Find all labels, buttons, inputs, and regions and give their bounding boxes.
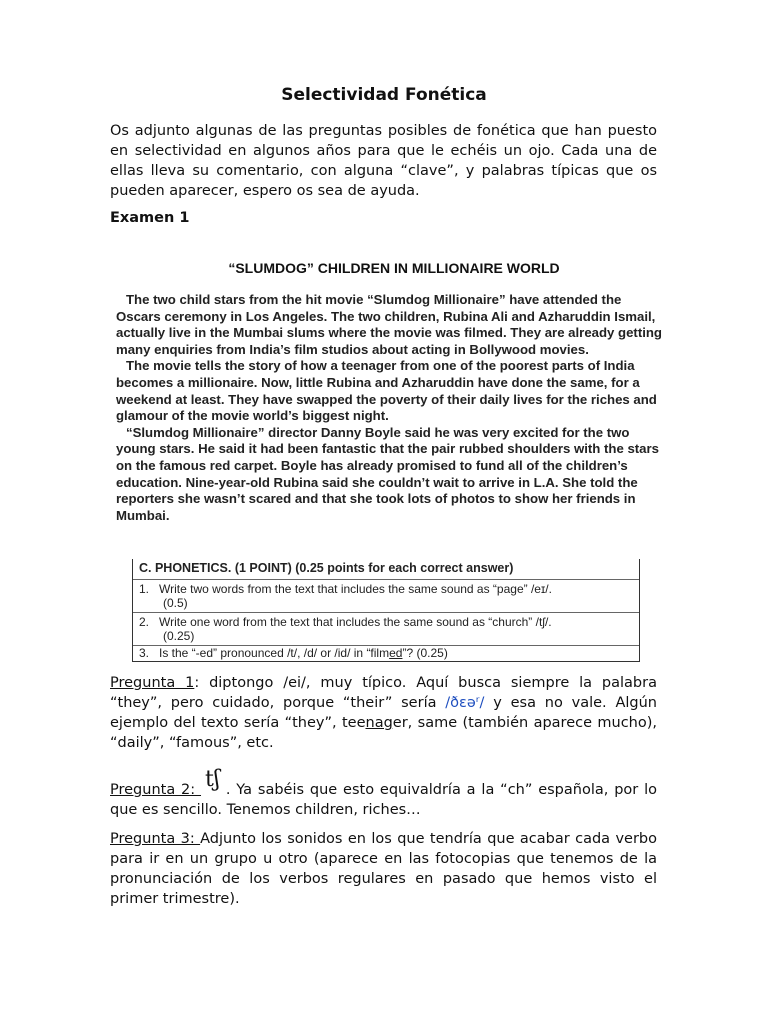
question-1-text: : diptongo /ei/, muy típico. Aquí busca siempre la palabra “they”, pero cuidado, porque “their” sería xyxy=(110,675,657,711)
underlined-syllable: nag xyxy=(365,715,393,731)
question-3-label: Pregunta 3: xyxy=(110,831,201,847)
phonetics-item xyxy=(139,615,633,643)
phonetics-box xyxy=(132,559,640,662)
question-3-text: Adjunto los sonidos en los que tendría que acabar cada verbo para ir en un grupo u otro (aparece en las fotocopias que tenemos de la pronunciación de los verbos regulares en pasado que hemos visto el primer trimestre). xyxy=(110,831,657,907)
item-number: 2. xyxy=(139,615,150,629)
item-number: 1. xyxy=(139,582,150,596)
question-1-text: er, same (también aparece mucho), “daily”, “famous”, etc. xyxy=(110,715,657,751)
item-text: Write one word from the text that includes the same sound as “church” /tʃ/. xyxy=(159,615,552,629)
item-points: (0.5) xyxy=(163,596,188,610)
phonetic-symbol: tʃ xyxy=(205,767,220,792)
page-title: Selectividad Fonética xyxy=(281,85,487,105)
divider xyxy=(133,579,639,580)
article-paragraph: The movie tells the story of how a teenager from one of the poorest parts of India becomes a millionaire. Now, little Rubina and Azharuddin have done the same, for a weekend at least. They have swapped the poverty of their daily lives for the riches and glamour of the movie world’s biggest night. xyxy=(116,358,657,424)
question-2-label: Pregunta 2: xyxy=(110,782,202,798)
item-text: ”? (0.25) xyxy=(402,646,448,660)
intro-paragraph: Os adjunto algunas de las preguntas posibles de fonética que han puesto en selectividad en algunos años para que le echéis un ojo. Cada una de ellas lleva su comentario, con alguna “clave”, y palabras típicas que os pueden aparecer, espero os sea de ayuda. xyxy=(110,123,657,199)
question-1-label: Pregunta 1 xyxy=(110,675,195,691)
question-1-paragraph xyxy=(110,673,657,753)
question-3-paragraph xyxy=(110,829,657,909)
question-1-text: y esa no vale. Algún ejemplo del texto sería “they”, tee xyxy=(110,695,657,731)
phonetics-item xyxy=(139,582,633,610)
phonetics-item xyxy=(139,646,633,660)
ipa-transcription: /ðɛəʳ/ xyxy=(445,695,485,711)
question-2-paragraph xyxy=(110,767,657,820)
item-text: Write two words from the text that includes the same sound as “page” /eɪ/. xyxy=(159,582,552,596)
article-body xyxy=(116,292,668,524)
item-text: Is the “-ed” pronounced /t/, /d/ or /id/ in “film xyxy=(159,646,390,660)
exam-heading: Examen 1 xyxy=(110,210,190,226)
exam-scan-image xyxy=(110,244,678,664)
article-paragraph: The two child stars from the hit movie “Slumdog Millionaire” have attended the Oscars ceremony in Los Angeles. The two children, Rubina Ali and Azharuddin Ismail, actually live in the Mumbai slums where the movie was filmed. They are already getting many enquiries from India’s film studios about acting in Bollywood movies. xyxy=(116,292,662,357)
question-2-text: . Ya sabéis que esto equivaldría a la “ch” española, por lo que es sencillo. Tenemos children, riches… xyxy=(110,782,657,818)
article-title: “SLUMDOG” CHILDREN IN MILLIONAIRE WORLD xyxy=(228,260,560,276)
item-points: (0.25) xyxy=(163,629,195,643)
item-text-underlined: ed xyxy=(389,646,403,660)
phonetics-heading: C. PHONETICS. (1 POINT) (0.25 points for each correct answer) xyxy=(139,561,514,575)
article-paragraph: “Slumdog Millionaire” director Danny Boyle said he was very excited for the two young stars. He said it had been fantastic that the pair rubbed shoulders with the stars on the famous red carpet. Boyle has already promised to fund all of the children’s education. Nine-year-old Rubina said she couldn’t wait to arrive in L.A. She told the reporters she wasn’t scared and that she took lots of photos to show her friends in Mumbai. xyxy=(116,424,659,523)
divider xyxy=(133,612,639,613)
item-number: 3. xyxy=(139,646,150,660)
